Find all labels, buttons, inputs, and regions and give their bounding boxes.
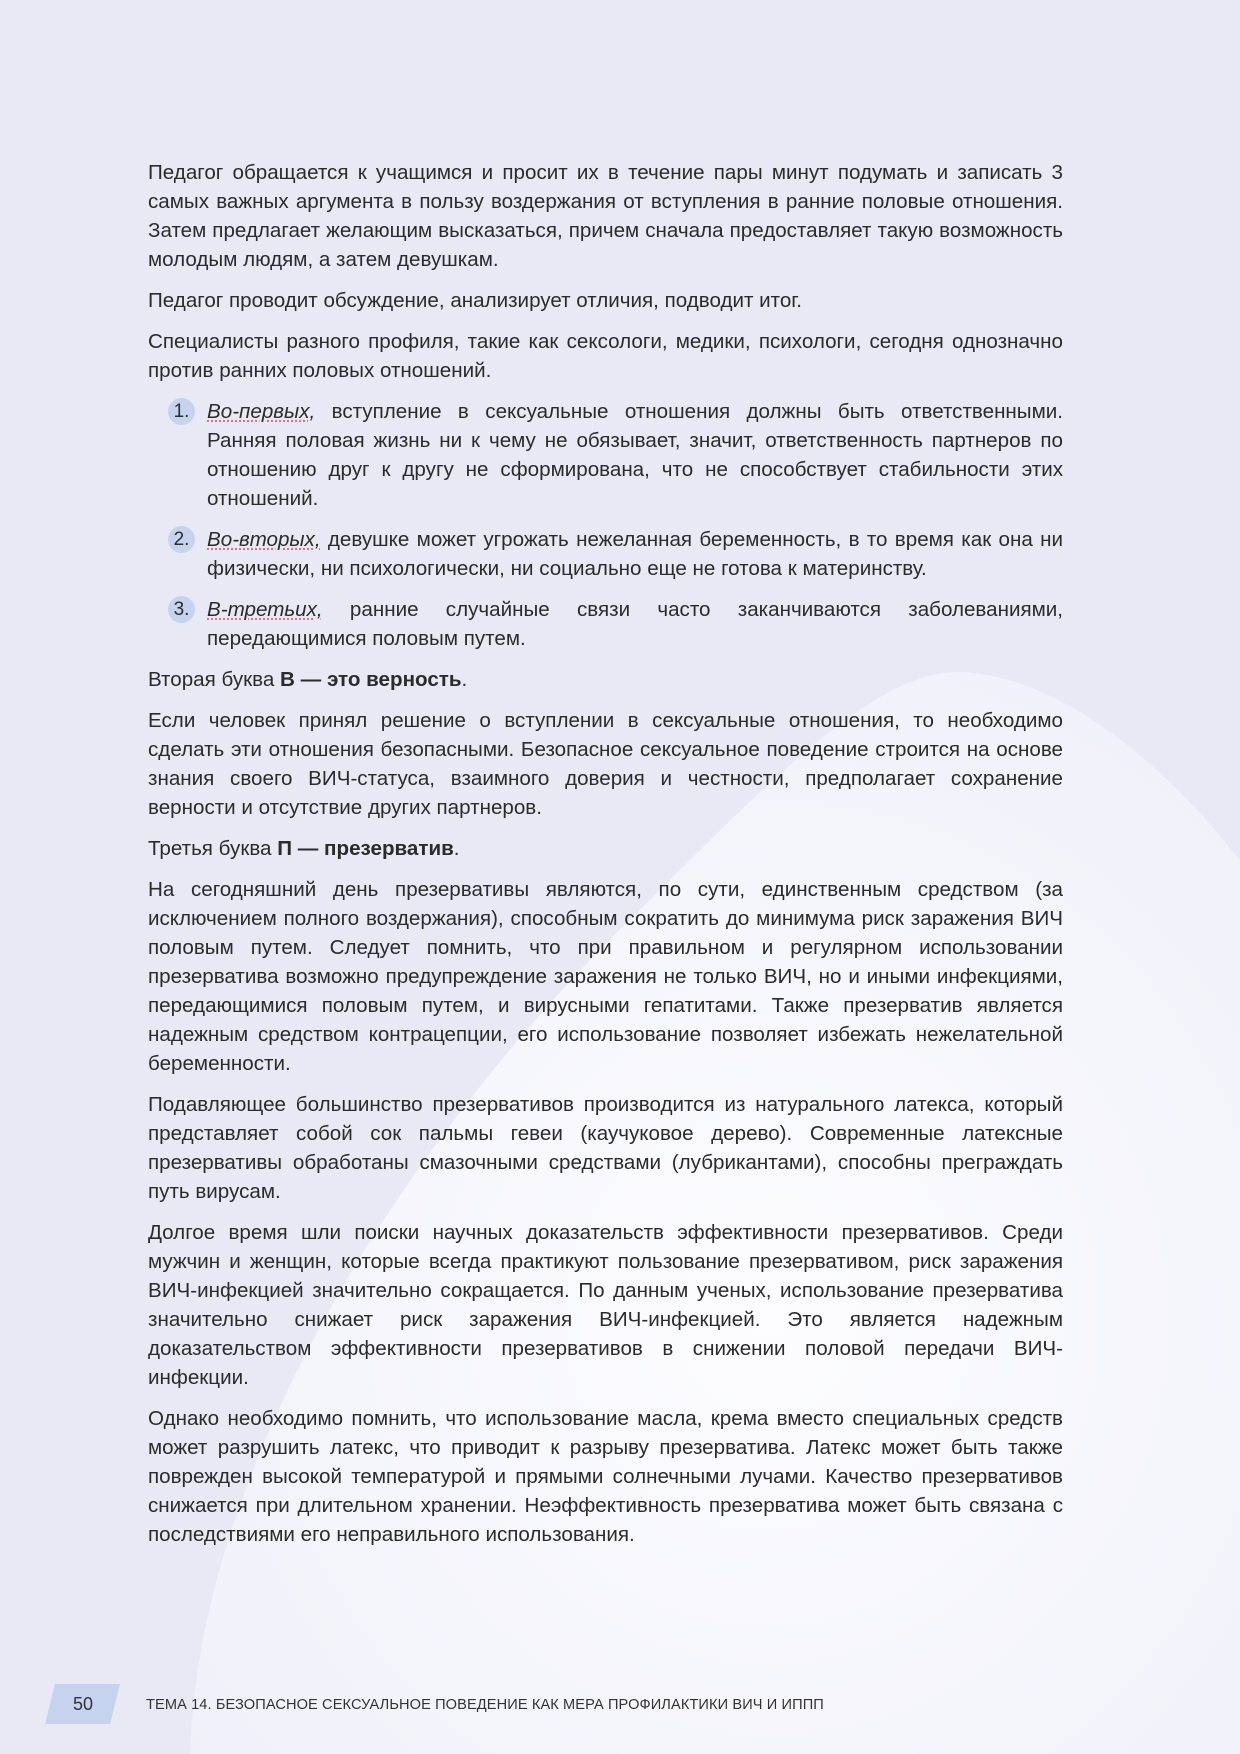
list-text: вступление в сексуальные отношения должны быть ответственными. Ранняя половая жизнь ни к чему не обязывает, значит, ответственность партнеров по отношению друг к другу не сформирована, что не способствует стабильности этих отношений. (207, 400, 1063, 510)
paragraph (148, 665, 1063, 694)
paragraph (148, 834, 1063, 863)
list-number-badge: 1. (168, 398, 195, 425)
paragraph: На сегодняшний день презервативы являются, по сути, единственным средством (за исключением полного воздержания), способным сократить до минимума риск заражения ВИЧ половым путем. Следует помнить, что при правильном и регулярном использовании презерватива возможно предупреждение заражения не только ВИЧ, но и иными инфекциями, передающимися половым путем, и вирусными гепатитами. Также презерватив является надежным средством контрацепции, его использование позволяет избежать нежелательной беременности. (148, 878, 1063, 1075)
paragraph: Педагог обращается к учащимся и просит их в течение пары минут подумать и записать 3 самых важных аргумента в пользу воздержания от вступления в ранние половые отношения. Затем предлагает желающим высказаться, причем сначала предоставляет такую возможность молодым людям, а затем девушкам. (148, 161, 1063, 271)
paragraph: Однако необходимо помнить, что использование масла, крема вместо специальных средств может разрушить латекс, что приводит к разрыву презерватива. Латекс может быть также поврежден высокой температурой и прямыми солнечными лучами. Качество презервативов снижается при длительном хранении. Неэффективность презерватива может быть связана с последствиями его неправильного использования. (148, 1407, 1063, 1546)
paragraph: Специалисты разного профиля, такие как сексологи, медики, психологи, сегодня однозначно против ранних половых отношений. (148, 330, 1063, 382)
list-intro: Во-вторых, (207, 528, 321, 551)
period: . (453, 837, 460, 860)
list-text: ранние случайные связи часто заканчиваются заболеваниями, передающимися половым путем. (207, 598, 1063, 650)
list-intro: Во-первых, (207, 400, 316, 423)
page-number: 50 (72, 1694, 94, 1714)
list-intro: В-третьих, (207, 598, 323, 621)
list-item (148, 595, 1063, 653)
second-letter-term: В — это верность (280, 668, 462, 691)
list-number-badge: 2. (168, 526, 195, 553)
paragraph: Если человек принял решение о вступлении в сексуальные отношения, то необходимо сделать эти отношения безопасными. Безопасное сексуальное поведение строится на основе знания своего ВИЧ-статуса, взаимного доверия и честности, предполагает сохранение верности и отсутствие других партнеров. (148, 709, 1063, 819)
list-item (148, 397, 1063, 513)
list-item (148, 525, 1063, 583)
paragraph: Педагог проводит обсуждение, анализирует отличия, подводит итог. (148, 289, 803, 312)
paragraph: Долгое время шли поиски научных доказательств эффективности презервативов. Среди мужчин и женщин, которые всегда практикуют пользование презервативом, риск заражения ВИЧ-инфекцией значительно сокращается. По данным ученых, использование презерватива значительно снижает риск заражения ВИЧ-инфекцией. Это является надежным доказательством эффективности презервативов в снижении половой передачи ВИЧ-инфекции. (148, 1221, 1063, 1389)
second-letter-prefix: Вторая буква (148, 668, 281, 691)
footer-chapter-title: ТЕМА 14. БЕЗОПАСНОЕ СЕКСУАЛЬНОЕ ПОВЕДЕНИЕ КАК МЕРА ПРОФИЛАКТИКИ ВИЧ И ИППП (146, 1697, 824, 1713)
list-text: девушке может угрожать нежеланная беременность, в то время как она ни физически, ни психологически, ни социально еще не готова к материнству. (207, 528, 1063, 580)
paragraph: Подавляющее большинство презервативов производится из натурального латекса, который представляет собой сок пальмы гевеи (каучуковое дерево). Современные латексные презервативы обработаны смазочными средствами (лубрикантами), способны преграждать путь вирусам. (148, 1093, 1063, 1203)
numbered-list (148, 397, 1063, 653)
third-letter-term: П — презерватив (277, 837, 454, 860)
period: . (461, 668, 468, 691)
document-body (148, 158, 1063, 1561)
list-number-badge: 3. (168, 596, 195, 623)
third-letter-prefix: Третья буква (148, 837, 278, 860)
